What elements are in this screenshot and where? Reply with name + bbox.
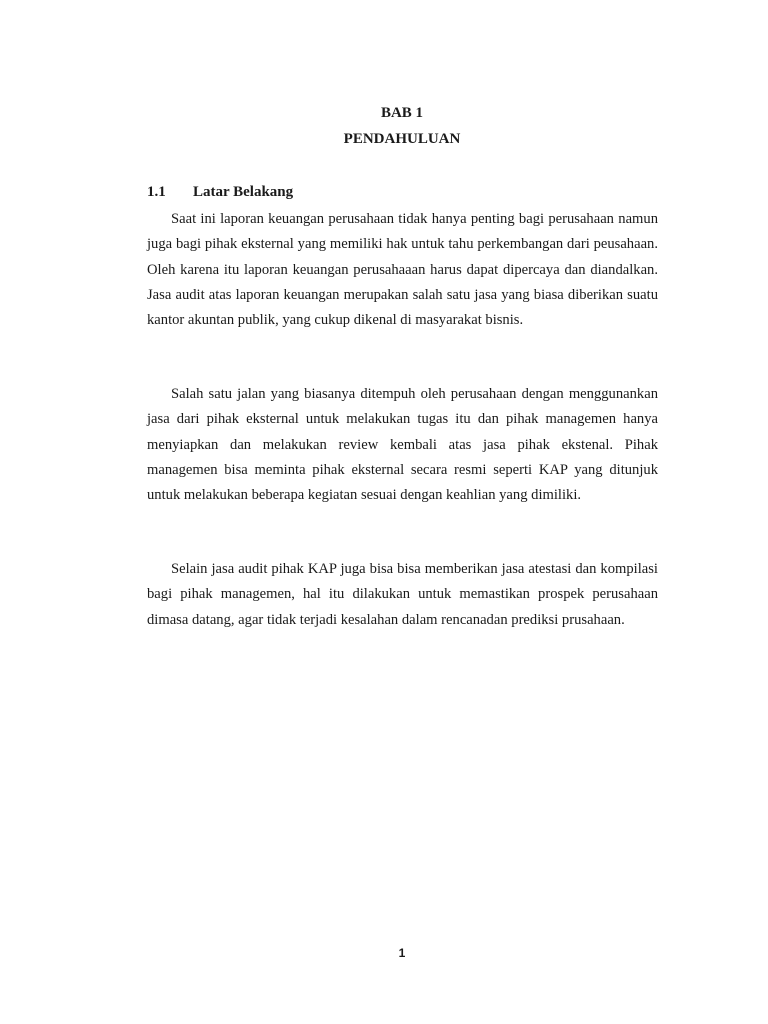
paragraph-1: Saat ini laporan keuangan perusahaan tidak hanya penting bagi perusahaan namun juga bagi pihak eksternal yang memiliki hak untuk tahu perkembangan dari peusahaan. Oleh karena itu laporan keuangan perusahaaan harus dapat dipercaya dan diandalkan. Jasa audit atas laporan keuangan merupakan salah satu jasa yang biasa diberikan suatu kantor akuntan publik, yang cukup dikenal di masyarakat bisnis. xyxy=(147,211,658,329)
chapter-title: PENDAHULUAN xyxy=(343,131,461,147)
page-number: 1 xyxy=(398,946,406,960)
paragraph-3: Selain jasa audit pihak KAP juga bisa bisa memberikan jasa atestasi dan kompilasi bagi pihak managemen, hal itu dilakukan untuk memastikan prospek perusahaan dimasa datang, agar tidak terjadi kesalahan dalam rencanadan prediksi prusahaan. xyxy=(147,561,658,628)
section-title: Latar Belakang xyxy=(193,184,294,200)
chapter-number: BAB 1 xyxy=(380,105,424,121)
section-heading xyxy=(147,184,293,201)
paragraph-2: Salah satu jalan yang biasanya ditempuh oleh perusahaan dengan menggunankan jasa dari pihak eksternal untuk melakukan tugas itu dan pihak managemen hanya menyiapkan dan melakukan review kembali atas jasa pihak ekstenal. Pihak managemen bisa meminta pihak eksternal secara resmi seperti KAP yang ditunjuk untuk melakukan beberapa kegiatan sesuai dengan keahlian yang dimiliki. xyxy=(147,386,658,504)
section-number: 1.1 xyxy=(147,184,166,200)
